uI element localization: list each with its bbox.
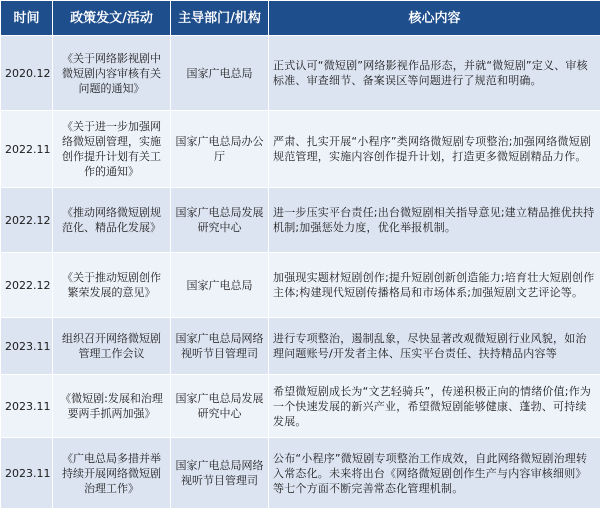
cell-policy: 《关于进一步加强网络微短剧管理，实施创作提升计划有关工作的通知》 (53, 111, 171, 188)
cell-department: 国家广电总局发展研究中心 (171, 375, 269, 438)
table-row (1, 375, 600, 438)
cell-content: 希望微短剧成长为“文艺轻骑兵”，传递积极正向的情绪价值;作为一个快速发展的新兴产业，希望微短剧能够健康、蓬勃、可持续发展。 (269, 375, 600, 438)
cell-policy: 《关于网络影视剧中微短剧内容审核有关问题的通知》 (53, 36, 171, 111)
header-content: 核心内容 (269, 1, 600, 36)
cell-time: 2022.12 (1, 188, 53, 253)
cell-department: 国家广电总局 (171, 36, 269, 111)
cell-policy: 组织召开网络微短剧管理工作会议 (53, 318, 171, 375)
cell-time: 2023.11 (1, 438, 53, 509)
table-row (1, 111, 600, 188)
cell-time: 2022.12 (1, 253, 53, 318)
cell-time: 2022.11 (1, 111, 53, 188)
table-row (1, 438, 600, 509)
cell-content: 公布“小程序”微短剧专项整治工作成效，自此网络微短剧治理转入常态化。未来将出台《网络微短剧创作生产与内容审核细则》等七个方面不断完善常态化管理机制。 (269, 438, 600, 509)
cell-department: 国家广电总局发展研究中心 (171, 188, 269, 253)
cell-policy: 《微短剧:发展和治理要两手抓两加强》 (53, 375, 171, 438)
cell-content: 加强现实题材短剧创作;提升短剧创新创造能力;培育壮大短剧创作主体;构建现代短剧传播格局和市场体系;加强短剧文艺评论等。 (269, 253, 600, 318)
header-time: 时间 (1, 1, 53, 36)
cell-policy: 《关于推动短剧创作繁荣发展的意见》 (53, 253, 171, 318)
cell-time: 2020.12 (1, 36, 53, 111)
header-policy: 政策发文/活动 (53, 1, 171, 36)
cell-time: 2023.11 (1, 375, 53, 438)
cell-department: 国家广电总局办公厅 (171, 111, 269, 188)
cell-policy: 《广电总局多措并举持续开展网络微短剧治理工作》 (53, 438, 171, 509)
table-row (1, 36, 600, 111)
table-row (1, 253, 600, 318)
cell-content: 进行专项整治，遏制乱象，尽快显著改观微短剧行业风貌，如治理问题账号/开发者主体、压实平台责任、扶持精品内容等 (269, 318, 600, 375)
table-header-row (1, 1, 600, 36)
cell-department: 国家广电总局 (171, 253, 269, 318)
header-department: 主导部门/机构 (171, 1, 269, 36)
cell-department: 国家广电总局网络视听节目管理司 (171, 438, 269, 509)
cell-policy: 《推动网络微短剧规范化、精品化发展》 (53, 188, 171, 253)
cell-content: 进一步压实平台责任;出台微短剧相关指导意见;建立精品推优扶持机制;加强惩处力度，优化举报机制。 (269, 188, 600, 253)
table-row (1, 188, 600, 253)
cell-content: 正式认可“微短剧”网络影视作品形态，并就“微短剧”定义、审核标准、审查细节、备案误区等问题进行了规范和明确。 (269, 36, 600, 111)
table-row (1, 318, 600, 375)
cell-content: 严肃、扎实开展“小程序”类网络微短剧专项整治;加强网络微短剧规范管理，实施内容创作提升计划，打造更多微短剧精品力作。 (269, 111, 600, 188)
cell-department: 国家广电总局网络视听节目管理司 (171, 318, 269, 375)
cell-time: 2023.11 (1, 318, 53, 375)
